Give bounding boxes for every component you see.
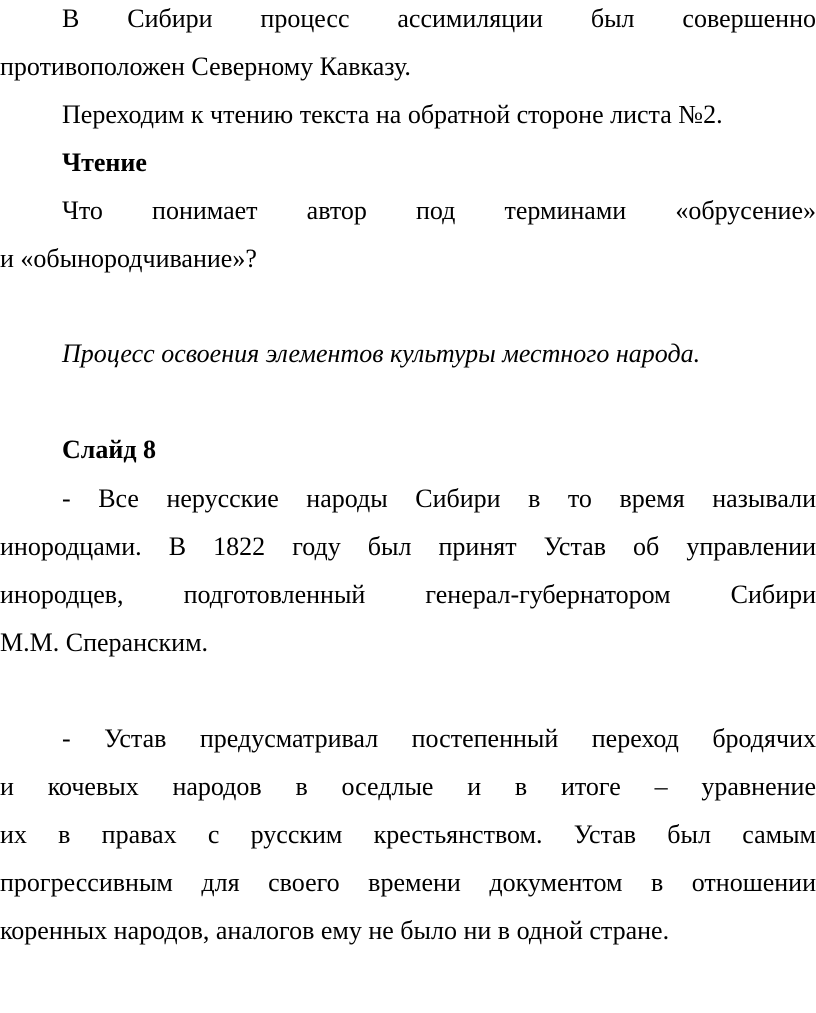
paragraph-ustav-line-4: прогрессивным для своего времени документом в отношении xyxy=(0,868,816,897)
question-line-1: Что понимает автор под терминами «обрусение» xyxy=(62,196,816,225)
reading-heading: Чтение xyxy=(62,148,147,177)
paragraph-ustav-line-1: - Устав предусматривал постепенный переход бродячих xyxy=(62,724,816,753)
answer-text: Процесс освоения элементов культуры местного народа. xyxy=(62,339,701,368)
paragraph-inorodtsy-line-4: М.М. Сперанским. xyxy=(0,628,209,657)
question-line-2: и «обынородчивание»? xyxy=(0,244,257,273)
paragraph-inorodtsy-line-2: инородцами. В 1822 году был принят Устав об управлении xyxy=(0,532,816,561)
paragraph-inorodtsy-line-3: инородцев, подготовленный генерал-губернатором Сибири xyxy=(0,580,816,609)
paragraph-ustav-line-2: и кочевых народов в оседлые и в итоге – уравнение xyxy=(0,772,816,801)
paragraph-inorodtsy-line-1: - Все нерусские народы Сибири в то время называли xyxy=(62,484,816,513)
paragraph-ustav-line-5: коренных народов, аналогов ему не было ни в одной стране. xyxy=(0,916,670,945)
paragraph-ustav-line-3: их в правах с русским крестьянством. Устав был самым xyxy=(0,820,816,849)
paragraph-siberia-line-2: противоположен Северному Кавказу. xyxy=(0,52,411,81)
slide-heading: Слайд 8 xyxy=(62,435,156,464)
paragraph-reading-instruction: Переходим к чтению текста на обратной стороне листа №2. xyxy=(62,100,723,129)
paragraph-siberia-line-1: В Сибири процесс ассимиляции был совершенно xyxy=(62,4,816,33)
